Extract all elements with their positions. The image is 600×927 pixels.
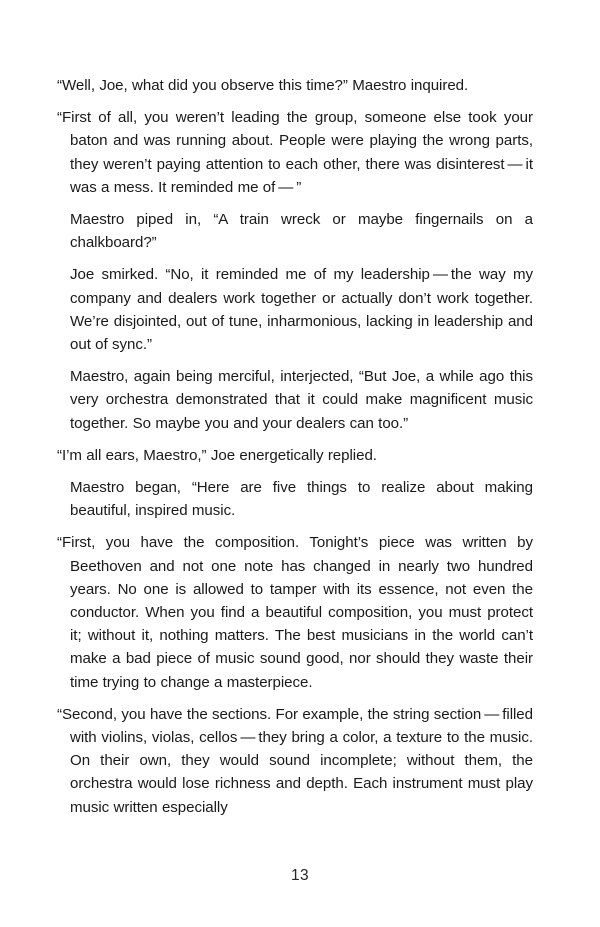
- body-paragraph: Maestro piped in, “A train wreck or maybe fingernails on a chalkboard?”: [70, 211, 533, 252]
- body-paragraph: “First of all, you weren’t leading the group, someone else took your baton and was running about. People were playing the wrong parts, they weren’t paying attention to each other, there was disinterest — it was a mess. It reminded me of — ”: [57, 109, 533, 196]
- body-paragraph: Joe smirked. “No, it reminded me of my leadership — the way my company and dealers work together or actually don’t work together. We’re disjointed, out of tune, inharmonious, lacking in leadership and out of sync.”: [70, 266, 533, 354]
- body-text-column: [57, 74, 533, 819]
- body-paragraph: “Second, you have the sections. For example, the string section — filled with violins, violas, cellos — they bring a color, a texture to the music. On their own, they would sound incomplete; without them, the orchestra would lose richness and depth. Each instrument must play music written especially: [57, 705, 533, 816]
- body-paragraph: “First, you have the composition. Tonight’s piece was written by Beethoven and not one note has changed in nearly two hundred years. No one is allowed to tamper with its essence, not even the conductor. When you find a beautiful composition, you must protect it; without it, nothing matters. The best musicians in the world can’t make a bad piece of music sound good, nor should they waste their time trying to change a masterpiece.: [57, 534, 533, 691]
- body-paragraph: “Well, Joe, what did you observe this time?” Maestro inquired.: [57, 77, 469, 94]
- page-number: 13: [290, 867, 310, 884]
- body-paragraph: Maestro began, “Here are five things to realize about making beautiful, inspired music.: [70, 479, 533, 520]
- body-paragraph: Maestro, again being merciful, interjected, “But Joe, a while ago this very orchestra demonstrated that it could make magnificent music together. So maybe you and your dealers can too.”: [70, 368, 533, 432]
- body-paragraph: “I’m all ears, Maestro,” Joe energetically replied.: [57, 446, 377, 464]
